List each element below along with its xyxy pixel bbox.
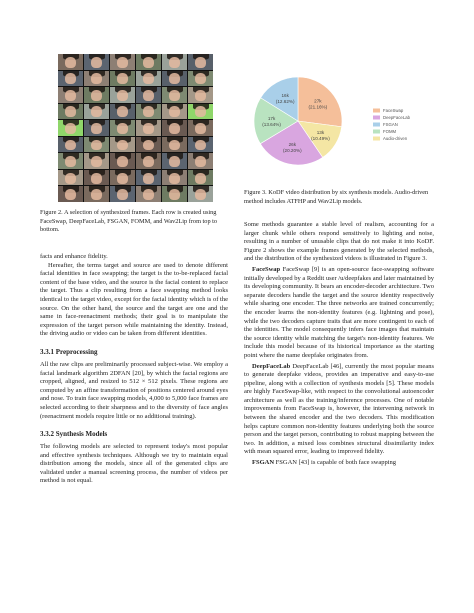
synthesized-frame xyxy=(188,153,213,169)
right-column xyxy=(244,221,434,468)
synthesized-frame xyxy=(110,104,135,120)
pie-label: 13k xyxy=(316,129,325,135)
left-column xyxy=(40,253,228,486)
synthesized-frame xyxy=(188,137,213,153)
pie-legend xyxy=(373,108,411,141)
fsgan-heading: FSGAN xyxy=(252,459,275,467)
synthesized-frame xyxy=(188,87,213,103)
figure2-face-grid xyxy=(58,54,213,202)
pie-label: (13.64%) xyxy=(262,121,281,127)
synthesized-frame xyxy=(58,153,83,169)
synthesized-frame xyxy=(110,170,135,186)
legend-label: DeepFaceLab xyxy=(383,115,410,120)
synthesized-frame xyxy=(162,186,187,202)
synthesized-frame xyxy=(188,71,213,87)
figure3-caption: Figure 3. KoDF video distribution by six synthesis models. Audio-driven method includes ATFHP and Wav2Lip models. xyxy=(244,189,429,205)
synthesized-frame xyxy=(58,71,83,87)
synthesized-frame xyxy=(84,120,109,136)
synthesized-frame xyxy=(84,104,109,120)
synthesized-frame xyxy=(84,186,109,202)
synthesized-frame xyxy=(136,120,161,136)
heading-synthesis-models: 3.3.2 Synthesis Models xyxy=(40,430,108,439)
synthesized-frame xyxy=(84,71,109,87)
synthesized-frame xyxy=(162,170,187,186)
deepfacelab-body: DeepFaceLab [46], currently the most popular means to generate deepfake videos, provides an imperative and easy-to-use pipeline, along with a collection of synthesis models [5]. These models are highly FaceSwap-like, with respect to the convolutional autoencoder architecture as well as the training/inference processes. One of notable improvements from FaceSwap is, however, the intervening network in between the shared encoder and the two decoders. This modification helps capture common non-identity features underlying both the source person and the target person, contributing to robust mapping between the two. In addition, a mixed loss combines structural dissimilarity index with mean squared error, leading to improved fidelity. xyxy=(244,362,434,456)
synthesized-frame xyxy=(84,153,109,169)
pie-label: (10.49%) xyxy=(311,135,330,141)
legend-swatch xyxy=(373,130,380,134)
synthesized-frame xyxy=(162,137,187,153)
para-distribution: Some methods guarantee a stable level of realism, accounting for a larger chunk while others respond sensitively to lighting and noise, resulting in a number of unusable clips that do not make it into KoDF. Figure 2 shows the example frames generated by the selected methods, and the distribution of the synthesized videos is illustrated in Figure 3. xyxy=(244,221,434,263)
legend-label: FaceSwap xyxy=(383,108,404,113)
synthesized-frame xyxy=(58,104,83,120)
deepfacelab-heading: DeepFaceLab xyxy=(252,362,291,370)
synthesized-frame xyxy=(136,104,161,120)
synthesized-frame xyxy=(136,87,161,103)
legend-label: FOMM xyxy=(383,129,397,134)
pie-label: (21.16%) xyxy=(308,104,328,110)
synthesized-frame xyxy=(110,153,135,169)
synthesized-frame xyxy=(162,87,187,103)
synthesized-frame xyxy=(136,137,161,153)
synthesized-frame xyxy=(84,137,109,153)
synthesized-frame xyxy=(84,54,109,70)
legend-swatch xyxy=(373,116,380,120)
faceswap-body: FaceSwap [9] is an open-source face-swapping software initially developed by a Reddit user /u/deepfakes and later maintained by its developing community. It bears an encoder-decoder architecture. Two separate decoders handle the target and the source identity respectively while sharing one encoder. The three networks are trained concurrently; the encoder learns the non-identity features (e.g. lightning and pose), while the two decoders capture traits that are more contingent to each of the identities. The model consequently infers face images that maintain the source identity while matching the target's non-identity features. We include this model because of its historical importance as the starting point where the name deepfake originates from. xyxy=(244,265,434,359)
synthesized-frame xyxy=(162,104,187,120)
synthesized-frame xyxy=(58,87,83,103)
legend-swatch xyxy=(373,123,380,127)
synthesized-frame xyxy=(58,137,83,153)
synthesized-frame xyxy=(188,104,213,120)
para-hereafter: Hereafter, the terms target and source are used to denote different facial identities in face swapping; the target is the to-be-replaced facial content of the base video, and the source is the facial content to replace the target. Thus a clip resulting from a face swapping method looks identical to the target video, except for the facial identity which is of the source. On the other hand, the source and the target are one and the same in face-reenactment methods; their goal is to manipulate the expression of the target person while maintaining the identity. Instead, the driving audio or video can be taken from different identities. xyxy=(40,261,228,338)
pie-label: 27k xyxy=(314,98,322,104)
synthesized-frame xyxy=(136,54,161,70)
legend-label: FSGAN xyxy=(383,122,398,127)
synthesized-frame xyxy=(162,71,187,87)
legend-swatch xyxy=(373,109,380,113)
synthesized-frame xyxy=(136,71,161,87)
faceswap-heading: FaceSwap xyxy=(252,265,281,273)
synthesized-frame xyxy=(162,120,187,136)
figure2-caption: Figure 2. A selection of synthesized frames. Each row is created using FaceSwap, DeepFaceLab, FSGAN, FOMM, and Wav2Lip from top to bottom. xyxy=(40,209,218,233)
figure3-pie-chart xyxy=(252,66,440,184)
synthesized-frame xyxy=(136,170,161,186)
synthesized-frame xyxy=(188,186,213,202)
fsgan-body: FSGAN [43] is capable of both face swapping xyxy=(275,459,397,467)
synthesized-frame xyxy=(58,120,83,136)
legend-swatch xyxy=(373,137,380,141)
synthesized-frame xyxy=(162,54,187,70)
synthesized-frame xyxy=(110,137,135,153)
pie-label: (12.62%) xyxy=(275,98,295,104)
synthesized-frame xyxy=(136,153,161,169)
synthesized-frame xyxy=(58,186,83,202)
synthesized-frame xyxy=(188,170,213,186)
para-continuation: facts and enhance fidelity. xyxy=(40,253,108,260)
pie-label: 16k xyxy=(281,92,289,98)
para-preprocessing: All the raw clips are preliminarily processed subject-wise. We employ a facial landmark algorithm 2DFAN [20], by which the facial regions are cropped, aligned, and resized to 512 × 512 pixels. These regions are computed by an affine transformation of positions centered around eyes and nose. To train face swapping models, 4,000 to 5,000 face frames are selected according to their sharpness and to the diversity of face angles (reenactment models require little or no additional training). xyxy=(40,360,228,420)
synthesized-frame xyxy=(84,170,109,186)
pie-label: 26k xyxy=(288,141,297,147)
synthesized-frame xyxy=(110,120,135,136)
synthesized-frame xyxy=(110,87,135,103)
synthesized-frame xyxy=(188,120,213,136)
synthesized-frame xyxy=(162,153,187,169)
synthesized-frame xyxy=(58,170,83,186)
para-synthesis-models: The following models are selected to represent today's most popular and effective synthesis techniques. Although we try to maintain equal distribution among the models, since all of the generated clips are validated under a manual screening process, the number of videos per method is not equal. xyxy=(40,443,228,485)
synthesized-frame xyxy=(136,186,161,202)
pie-label: 17k xyxy=(267,115,276,121)
legend-label: Audio-driven xyxy=(383,136,408,141)
synthesized-frame xyxy=(110,71,135,87)
synthesized-frame xyxy=(58,54,83,70)
heading-preprocessing: 3.3.1 Preprocessing xyxy=(40,347,98,356)
pie-label: (20.20%) xyxy=(283,147,302,153)
synthesized-frame xyxy=(110,54,135,70)
synthesized-frame xyxy=(188,54,213,70)
synthesized-frame xyxy=(84,87,109,103)
synthesized-frame xyxy=(110,186,135,202)
